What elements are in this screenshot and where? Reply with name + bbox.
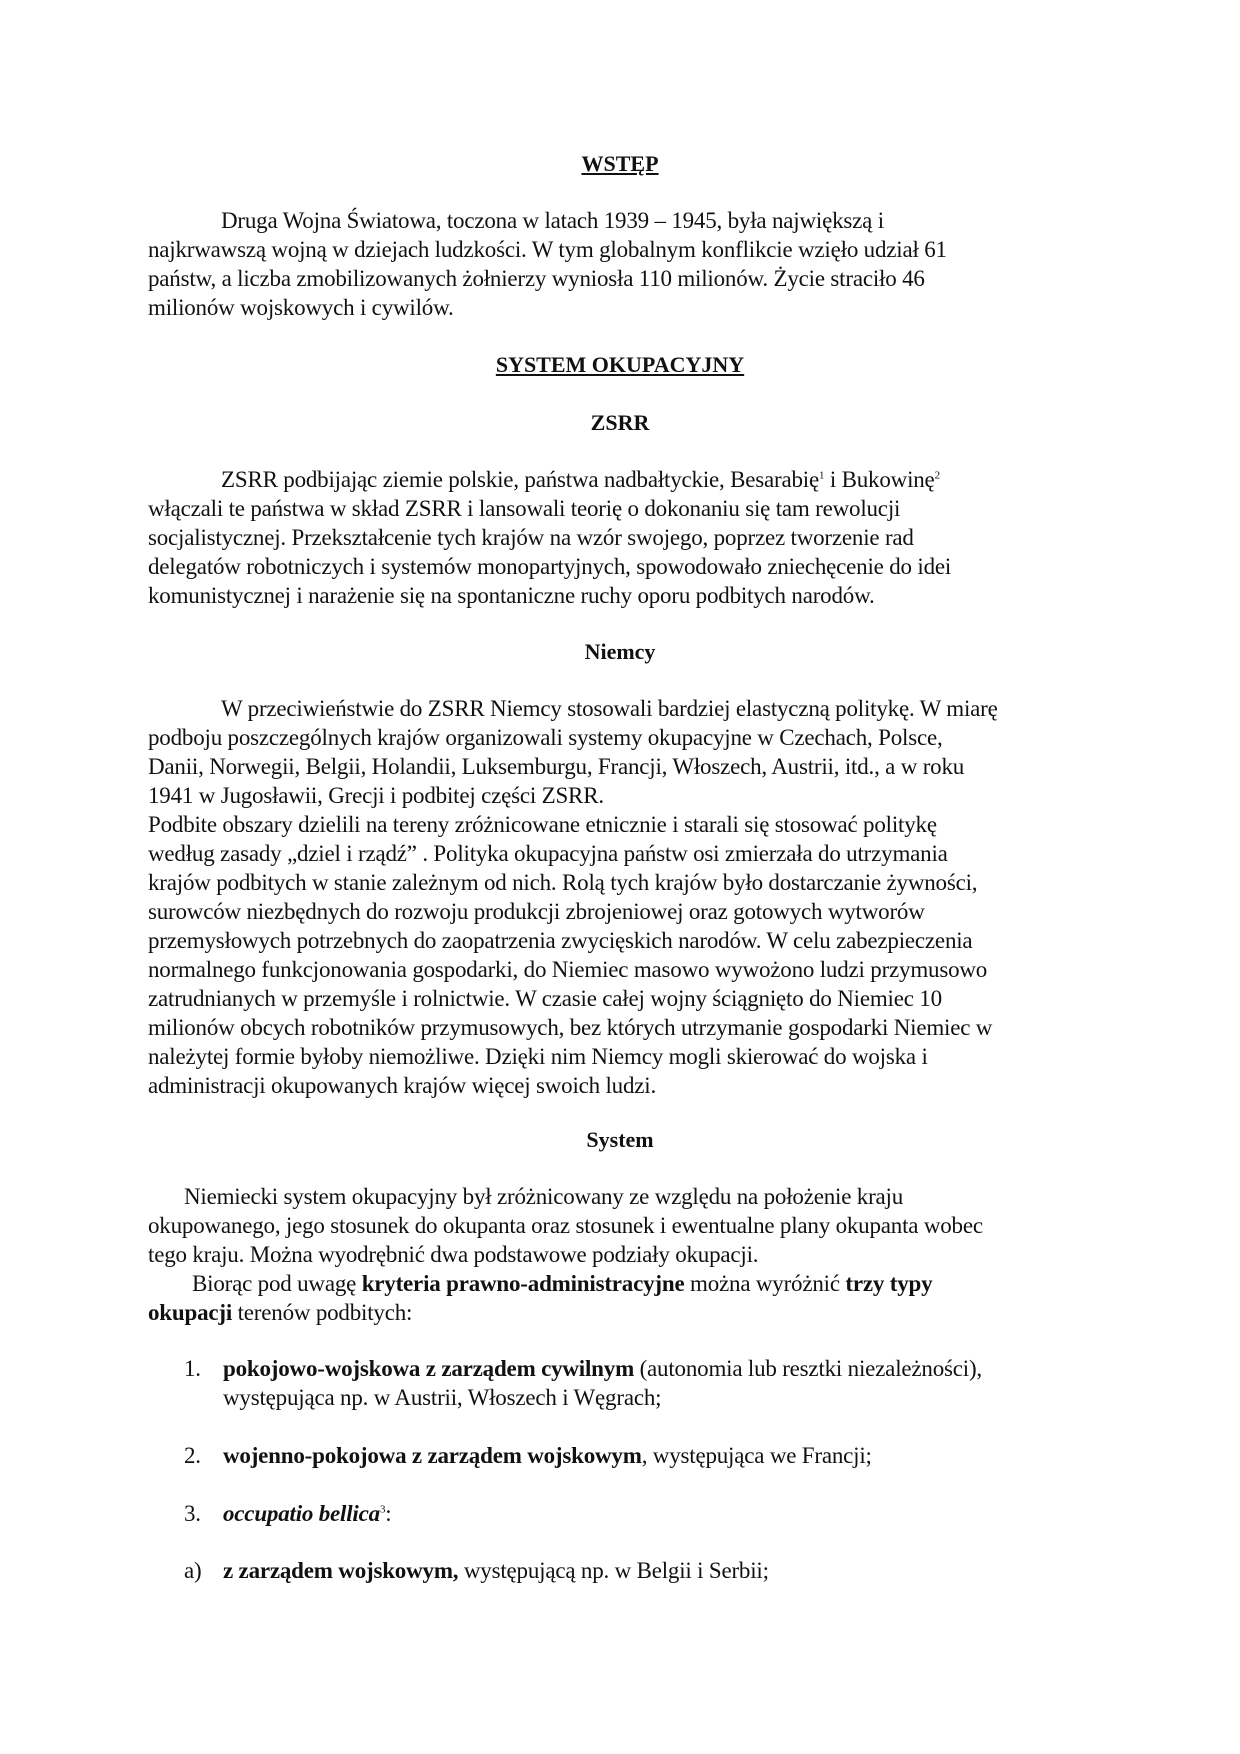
paragraph-line (148, 1013, 992, 1042)
paragraph-line (148, 293, 454, 322)
text-run: administracji okupowanych krajów więcej swoich ludzi. (148, 1073, 657, 1098)
text-run: (autonomia lub resztki niezależności), (634, 1356, 982, 1381)
text-run: najkrwawszą wojną w dziejach ludzkości. W tym globalnym konflikcie wzięło udział 61 (148, 237, 947, 262)
list-item-line (223, 1556, 769, 1585)
text-run: występującą np. w Belgii i Serbii; (458, 1558, 769, 1583)
text-run: delegatów robotniczych i systemów monopartyjnych, spowodowało zniechęcenie do idei (148, 554, 952, 579)
list-marker: 1. (184, 1356, 201, 1381)
text-run: ZSRR podbijając ziemie polskie, państwa nadbałtyckie, Besarabię (221, 467, 820, 492)
footnote-ref: 3 (379, 1503, 386, 1516)
paragraph-line (221, 465, 940, 494)
text-run: zatrudnianych w przemyśle i rolnictwie. W czasie całej wojny ściągnięto do Niemiec 10 (148, 986, 942, 1011)
text-run: i Bukowinę (824, 467, 935, 492)
paragraph-line (148, 1298, 412, 1327)
list-marker: a) (184, 1558, 202, 1583)
paragraph-line (148, 1042, 928, 1071)
paragraph-line (148, 723, 943, 752)
text-run: przemysłowych potrzebnych do zaopatrzenia zwycięskich narodów. W celu zabezpieczenia (148, 928, 973, 953)
text-run: tego kraju. Można wyodrębnić dwa podstawowe podziały okupacji. (148, 1242, 759, 1267)
paragraph-line (148, 581, 875, 610)
section-heading: Niemcy (584, 639, 656, 664)
paragraph-line (192, 1269, 932, 1298)
paragraph-line (148, 926, 972, 955)
paragraph-line (148, 839, 948, 868)
text-run: należytej formie byłoby niemożliwe. Dzięki nim Niemcy mogli skierować do wojska i (148, 1044, 928, 1069)
text-run: kryteria prawno-administracyjne (361, 1271, 685, 1296)
paragraph-line (148, 752, 964, 781)
text-run: okupacji (148, 1300, 233, 1325)
paragraph-line (148, 984, 942, 1013)
text-run: podboju poszczególnych krajów organizowali systemy okupacyjne w Czechach, Polsce, (148, 725, 943, 750)
paragraph-line (148, 897, 925, 926)
text-run: pokojowo-wojskowa z zarządem cywilnym (223, 1356, 635, 1381)
paragraph-line (184, 1182, 903, 1211)
paragraph-line (148, 781, 604, 810)
text-run: występująca np. w Austrii, Włoszech i Węgrach; (223, 1385, 662, 1410)
text-run: terenów podbitych: (232, 1300, 413, 1325)
paragraph-line (148, 494, 900, 523)
footnote-ref: 2 (934, 469, 940, 482)
list-marker: 3. (184, 1501, 201, 1526)
paragraph-line (148, 1071, 656, 1100)
paragraph-line (148, 264, 925, 293)
text-run: wojenno-pokojowa z zarządem wojskowym (223, 1443, 642, 1468)
text-run: trzy typy (845, 1271, 933, 1296)
paragraph-line (148, 523, 914, 552)
text-run: krajów podbitych w stanie zależnym od nich. Rolą tych krajów było dostarczanie żywności, (148, 870, 978, 895)
paragraph-line (148, 552, 951, 581)
text-run: Danii, Norwegii, Belgii, Holandii, Luksemburgu, Francji, Włoszech, Austrii, itd., a w roku (148, 754, 965, 779)
list-item-line (223, 1354, 982, 1383)
text-run: milionów obcych robotników przymusowych, bez których utrzymanie gospodarki Niemiec w (148, 1015, 993, 1040)
text-run: occupatio bellica (223, 1501, 380, 1526)
paragraph-line (221, 694, 998, 723)
text-run: milionów wojskowych i cywilów. (148, 295, 454, 320)
paragraph-line (148, 1240, 758, 1269)
text-run: Druga Wojna Światowa, toczona w latach 1939 – 1945, była największą i (221, 208, 884, 233)
list-item-line (223, 1383, 661, 1412)
paragraph-line (148, 810, 937, 839)
paragraph-line (148, 868, 977, 897)
text-run: socjalistycznej. Przekształcenie tych krajów na wzór swojego, poprzez tworzenie rad (148, 525, 914, 550)
text-run: 1941 w Jugosławii, Grecji i podbitej części ZSRR. (148, 783, 604, 808)
paragraph-line (148, 1211, 983, 1240)
paragraph-line (221, 206, 884, 235)
text-run: surowców niezbędnych do rozwoju produkcji zbrojeniowej oraz gotowych wytworów (148, 899, 925, 924)
section-heading: System (586, 1127, 654, 1152)
list-marker: 2. (184, 1443, 201, 1468)
text-run: okupowanego, jego stosunek do okupanta oraz stosunek i ewentualne plany okupanta wobec (148, 1213, 983, 1238)
paragraph-line (148, 235, 947, 264)
text-run: Niemiecki system okupacyjny był zróżnicowany ze względu na położenie kraju (184, 1184, 904, 1209)
list-item-line (223, 1499, 391, 1528)
section-heading: WSTĘP (581, 151, 659, 176)
list-item-line (223, 1441, 872, 1470)
paragraph-line (148, 955, 987, 984)
section-heading: SYSTEM OKUPACYJNY (495, 352, 745, 377)
section-heading: ZSRR (590, 410, 650, 435)
text-run: normalnego funkcjonowania gospodarki, do Niemiec masowo wywożono ludzi przymusowo (148, 957, 988, 982)
text-run: W przeciwieństwie do ZSRR Niemcy stosowali bardziej elastyczną politykę. W miarę (221, 696, 998, 721)
text-run: państw, a liczba zmobilizowanych żołnierzy wyniosła 110 milionów. Życie straciło 46 (148, 266, 925, 291)
text-run: Biorąc pod uwagę (192, 1271, 362, 1296)
text-run: , występująca we Francji; (641, 1443, 872, 1468)
text-run: : (385, 1501, 392, 1526)
footnote-ref: 1 (819, 469, 825, 482)
text-run: komunistycznej i narażenie się na spontaniczne ruchy oporu podbitych narodów. (148, 583, 875, 608)
text-run: według zasady „dziel i rządź” . Polityka okupacyjna państw osi zmierzała do utrzymania (148, 841, 948, 866)
text-run: włączali te państwa w skład ZSRR i lansowali teorię o dokonaniu się tam rewolucji (148, 496, 901, 521)
text-run: Podbite obszary dzielili na tereny zróżnicowane etnicznie i starali się stosować politykę (148, 812, 937, 837)
text-run: można wyróżnić (684, 1271, 846, 1296)
text-run: z zarządem wojskowym, (223, 1558, 459, 1583)
